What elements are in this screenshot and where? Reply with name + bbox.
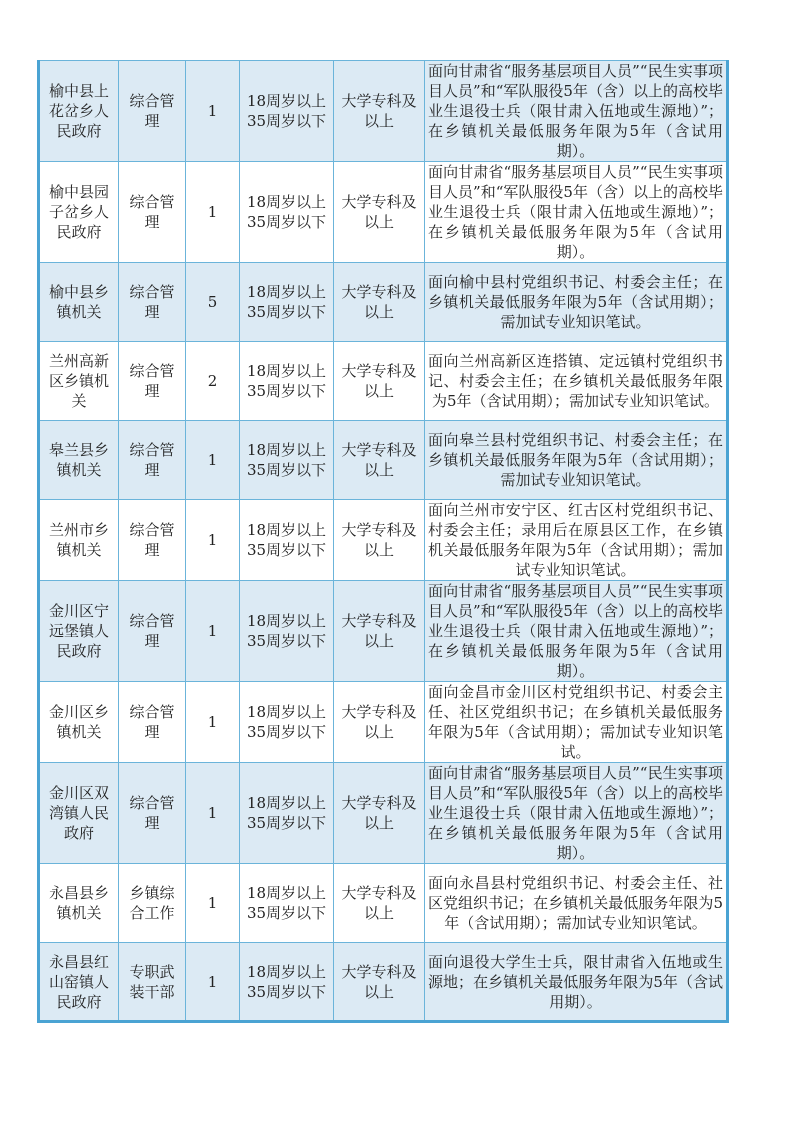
- cell-age: 18周岁以上35周岁以下: [240, 763, 334, 864]
- cell-count: 1: [186, 682, 240, 763]
- cell-unit: 皋兰县乡镇机关: [39, 421, 119, 500]
- cell-notes: 面向皋兰县村党组织书记、村委会主任；在乡镇机关最低服务年限为5年（含试用期）；需加试专业知识笔试。: [425, 421, 728, 500]
- cell-notes: 面向永昌县村党组织书记、村委会主任、社区党组织书记；在乡镇机关最低服务年限为5年（含试用期）；需加试专业知识笔试。: [425, 864, 728, 943]
- table-row: [39, 61, 728, 162]
- cell-notes: 面向甘肃省“服务基层项目人员”“民生实事项目人员”和“军队服役5年（含）以上的高校毕业生退役士兵（限甘肃入伍地或生源地）”；在乡镇机关最低服务年限为5年（含试用期）。: [425, 61, 728, 162]
- cell-count: 2: [186, 342, 240, 421]
- cell-count: 1: [186, 162, 240, 263]
- cell-age: 18周岁以上35周岁以下: [240, 864, 334, 943]
- cell-notes: 面向金昌市金川区村党组织书记、村委会主任、社区党组织书记；在乡镇机关最低服务年限为5年（含试用期）；需加试专业知识笔试。: [425, 682, 728, 763]
- table-row: [39, 864, 728, 943]
- cell-education: 大学专科及以上: [334, 581, 425, 682]
- cell-count: 1: [186, 500, 240, 581]
- cell-education: 大学专科及以上: [334, 500, 425, 581]
- table-row: [39, 500, 728, 581]
- cell-age: 18周岁以上35周岁以下: [240, 421, 334, 500]
- cell-count: 1: [186, 581, 240, 682]
- recruitment-table: [37, 60, 729, 1023]
- cell-position: 综合管理: [119, 162, 186, 263]
- cell-notes: 面向榆中县村党组织书记、村委会主任；在乡镇机关最低服务年限为5年（含试用期）；需加试专业知识笔试。: [425, 263, 728, 342]
- cell-education: 大学专科及以上: [334, 162, 425, 263]
- cell-unit: 永昌县乡镇机关: [39, 864, 119, 943]
- cell-education: 大学专科及以上: [334, 682, 425, 763]
- cell-age: 18周岁以上35周岁以下: [240, 162, 334, 263]
- cell-count: 1: [186, 61, 240, 162]
- cell-age: 18周岁以上35周岁以下: [240, 500, 334, 581]
- cell-unit: 榆中县乡镇机关: [39, 263, 119, 342]
- cell-education: 大学专科及以上: [334, 943, 425, 1022]
- cell-notes: 面向兰州市安宁区、红古区村党组织书记、村委会主任；录用后在原县区工作，在乡镇机关最低服务年限为5年（含试用期）；需加试专业知识笔试。: [425, 500, 728, 581]
- cell-unit: 兰州高新区乡镇机关: [39, 342, 119, 421]
- cell-unit: 兰州市乡镇机关: [39, 500, 119, 581]
- cell-education: 大学专科及以上: [334, 864, 425, 943]
- cell-count: 1: [186, 421, 240, 500]
- cell-count: 1: [186, 864, 240, 943]
- cell-education: 大学专科及以上: [334, 342, 425, 421]
- table-row: [39, 342, 728, 421]
- table-row: [39, 682, 728, 763]
- cell-education: 大学专科及以上: [334, 763, 425, 864]
- cell-unit: 金川区宁远堡镇人民政府: [39, 581, 119, 682]
- cell-unit: 榆中县上花岔乡人民政府: [39, 61, 119, 162]
- cell-age: 18周岁以上35周岁以下: [240, 263, 334, 342]
- cell-age: 18周岁以上35周岁以下: [240, 682, 334, 763]
- cell-position: 综合管理: [119, 581, 186, 682]
- cell-unit: 金川区双湾镇人民政府: [39, 763, 119, 864]
- cell-notes: 面向甘肃省“服务基层项目人员”“民生实事项目人员”和“军队服役5年（含）以上的高校毕业生退役士兵（限甘肃入伍地或生源地）”；在乡镇机关最低服务年限为5年（含试用期）。: [425, 581, 728, 682]
- table-row: [39, 263, 728, 342]
- cell-notes: 面向甘肃省“服务基层项目人员”“民生实事项目人员”和“军队服役5年（含）以上的高校毕业生退役士兵（限甘肃入伍地或生源地）”；在乡镇机关最低服务年限为5年（含试用期）。: [425, 763, 728, 864]
- cell-position: 综合管理: [119, 61, 186, 162]
- table-row: [39, 763, 728, 864]
- cell-count: 1: [186, 943, 240, 1022]
- cell-count: 1: [186, 763, 240, 864]
- cell-unit: 永昌县红山窑镇人民政府: [39, 943, 119, 1022]
- cell-notes: 面向退役大学生士兵，限甘肃省入伍地或生源地；在乡镇机关最低服务年限为5年（含试用期）。: [425, 943, 728, 1022]
- cell-education: 大学专科及以上: [334, 421, 425, 500]
- table-row: [39, 421, 728, 500]
- table-row: [39, 581, 728, 682]
- cell-position: 综合管理: [119, 682, 186, 763]
- cell-unit: 榆中县园子岔乡人民政府: [39, 162, 119, 263]
- cell-position: 综合管理: [119, 421, 186, 500]
- cell-position: 综合管理: [119, 763, 186, 864]
- cell-age: 18周岁以上35周岁以下: [240, 342, 334, 421]
- table-row: [39, 943, 728, 1022]
- cell-position: 专职武装干部: [119, 943, 186, 1022]
- cell-age: 18周岁以上35周岁以下: [240, 61, 334, 162]
- cell-position: 综合管理: [119, 342, 186, 421]
- cell-position: 综合管理: [119, 263, 186, 342]
- cell-age: 18周岁以上35周岁以下: [240, 943, 334, 1022]
- cell-unit: 金川区乡镇机关: [39, 682, 119, 763]
- cell-age: 18周岁以上35周岁以下: [240, 581, 334, 682]
- cell-position: 综合管理: [119, 500, 186, 581]
- cell-education: 大学专科及以上: [334, 61, 425, 162]
- cell-count: 5: [186, 263, 240, 342]
- cell-notes: 面向甘肃省“服务基层项目人员”“民生实事项目人员”和“军队服役5年（含）以上的高校毕业生退役士兵（限甘肃入伍地或生源地）”；在乡镇机关最低服务年限为5年（含试用期）。: [425, 162, 728, 263]
- table-row: [39, 162, 728, 263]
- cell-position: 乡镇综合工作: [119, 864, 186, 943]
- cell-education: 大学专科及以上: [334, 263, 425, 342]
- cell-notes: 面向兰州高新区连搭镇、定远镇村党组织书记、村委会主任；在乡镇机关最低服务年限为5年（含试用期）；需加试专业知识笔试。: [425, 342, 728, 421]
